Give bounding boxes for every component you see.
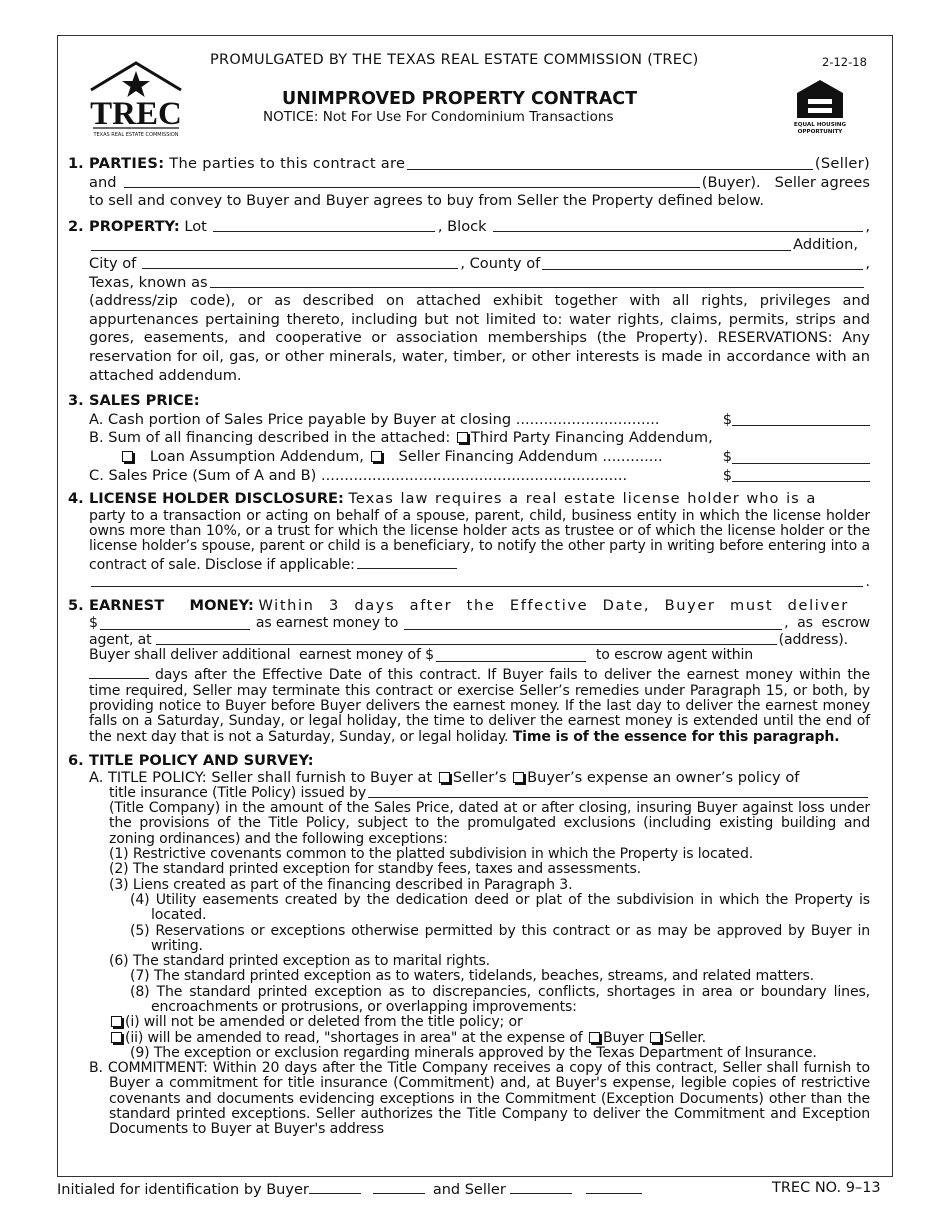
days-field[interactable] [89, 665, 149, 679]
section-property [68, 218, 870, 385]
city-field[interactable] [142, 255, 458, 269]
as-escrow: , as escrow [784, 615, 870, 632]
contract-body [68, 150, 870, 1138]
dollar: $ [722, 447, 732, 465]
promulgated-line: PROMULGATED BY THE TEXAS REAL ESTATE COMMISSION (TREC) [210, 52, 699, 68]
to-escrow-agent: to escrow agent within [595, 647, 754, 664]
tpfa-checkbox[interactable] [457, 432, 468, 443]
leader-dots: .................................................................. [316, 466, 628, 484]
comma: , [865, 254, 870, 272]
license-text: party to a transaction or acting on behalf of a spouse, parent, child, business entity in which the license holder owns more than 10%, or a trust for which the license holder acts as trustee or of which the license holder or the license holder’s spouse, parent or child is a beneficiary, to notify the other party in writing before entering into a contract of sale. Disclose if applicable: [89, 507, 870, 573]
section-heading: TITLE POLICY AND SURVEY: [89, 751, 314, 769]
additional-earnest-field[interactable] [436, 648, 586, 662]
addition-field[interactable] [91, 236, 791, 251]
exception-7: (7) The standard printed exception as to waters, tidelands, beaches, streams, and related matters. [130, 968, 814, 985]
sales-price-field[interactable] [732, 468, 870, 482]
section-heading: EARNEST MONEY: [89, 597, 254, 615]
exception-6: (6) The standard printed exception as to marital rights. [109, 953, 490, 970]
buyer-initial-2[interactable] [373, 1180, 425, 1194]
commitment-text: B. COMMITMENT: Within 20 days after the Title Company receives a copy of this contract, Seller shall furnish to Buyer a commitment for title insurance (Commitment) and, at Buyer's expense, legible copies of restrictive covenants and documents evidencing exceptions in the Commitment (Exception Documents) other than the standard printed exceptions. Seller authorizes the Title Company to deliver the Commitment and Exception Documents to Buyer at Buyer's address [89, 1060, 870, 1138]
block-label: , Block [437, 217, 487, 235]
section-title-policy [68, 752, 870, 1138]
exception-3: (3) Liens created as part of the financing described in Paragraph 3. [109, 876, 573, 893]
trec-logo [87, 60, 185, 140]
tpfa-label: Third Party Financing Addendum, [470, 429, 713, 447]
title-policy-text: A. TITLE POLICY: Seller shall furnish to Buyer at [89, 768, 433, 786]
and-label: and [89, 173, 117, 191]
buyers-expense-checkbox[interactable] [513, 772, 524, 783]
section-heading: PARTIES: [89, 155, 165, 172]
section-number: 3. [68, 392, 84, 410]
earnest-text: days after the Effective Date of this contract. If Buyer fails to deliver the earnest money within the time required, Seller may terminate this contract or exercise Seller’s remedies under Paragraph 15, or both, by providing notice to Buyer before Buyer delivers the earnest money. If the last day to deliver the earnest money falls on a Saturday, Sunday, or legal holiday, the time to deliver the earnest money is extended until the end of the next day that is not a Saturday, Sunday, or legal holiday. [89, 667, 870, 745]
seller-label: (Seller) [814, 155, 870, 172]
section-heading: PROPERTY: [89, 217, 180, 235]
section-number: 2. [68, 217, 84, 235]
section-heading: SALES PRICE: [89, 392, 200, 410]
and-seller-label: and Seller [432, 1182, 506, 1198]
exception-8-i: (i) will not be amended or deleted from the title policy; or [125, 1014, 523, 1031]
equal-housing-icon [789, 78, 851, 136]
financing-amount-field[interactable] [732, 450, 870, 464]
section-parties [68, 155, 870, 211]
svg-text:TEXAS REAL ESTATE COMMISSION: TEXAS REAL ESTATE COMMISSION [93, 132, 179, 138]
laa-label: Loan Assumption Addendum, [149, 447, 364, 465]
earnest-amount-field[interactable] [100, 616, 250, 630]
trec-number: TREC NO. 9–13 [772, 1180, 881, 1196]
svg-text:TREC: TREC [90, 96, 182, 132]
title-policy-text-2: (Title Company) in the amount of the Sales Price, dated at or after closing, insuring Buyer against loss under the provisions of the Title Policy, subject to the promulgated exclusions (including existing building and zoning ordinances) and the following exceptions: [109, 800, 870, 847]
exception-5: (5) Reservations or exceptions otherwise permitted by this contract or as may be approved by Buyer in writing. [130, 922, 870, 954]
exception-8: (8) The standard printed exception as to discrepancies, conflicts, shortages in area or boundary lines, encroachments or protrusions, or overlapping improvements: [130, 983, 870, 1015]
seller-initial-2[interactable] [586, 1180, 642, 1194]
block-field[interactable] [493, 218, 864, 233]
footer-initials [57, 1180, 642, 1198]
additional-earnest-label: Buyer shall deliver additional earnest money of $ [89, 647, 434, 664]
agent-at-label: agent, at [89, 632, 152, 649]
section-number: 4. [68, 490, 84, 508]
seller-label: Seller. [663, 1029, 707, 1046]
cash-amount-field[interactable] [732, 412, 870, 426]
earnest-to-label: as earnest money to [255, 615, 399, 632]
financing-label: B. Sum of all financing described in the attached: [89, 429, 451, 447]
lot-label: Lot [184, 217, 207, 235]
city-label: City of [89, 254, 137, 272]
dollar: $ [89, 615, 98, 632]
sellers-label: Seller’s [452, 768, 507, 786]
sales-price-label: C. Sales Price (Sum of A and B) [89, 466, 317, 484]
county-label: , County of [460, 254, 541, 272]
issued-by-label: title insurance (Title Policy) issued by [109, 784, 367, 801]
shortage-buyer-checkbox[interactable] [589, 1032, 600, 1043]
buyer-label: (Buyer). [701, 173, 761, 191]
parties-text-2: to sell and convey to Buyer and Buyer agrees to buy from Seller the Property defined below. [89, 192, 764, 210]
buyer-initial-1[interactable] [309, 1180, 361, 1194]
addition-label: Addition, [793, 236, 858, 254]
dollar: $ [722, 410, 732, 428]
county-field[interactable] [542, 255, 863, 270]
escrow-agent-field[interactable] [404, 616, 782, 630]
form-date: 2-12-18 [822, 55, 867, 69]
section-number: 5. [68, 597, 84, 615]
earnest-text-1: Within 3 days after the Effective Date, Buyer must deliver [258, 597, 849, 615]
amended-checkbox[interactable] [111, 1032, 122, 1043]
exception-9: (9) The exception or exclusion regarding minerals approved by the Texas Department of Insurance. [130, 1044, 817, 1061]
section-heading: LICENSE HOLDER DISCLOSURE: [89, 490, 344, 508]
disclosure-field[interactable] [357, 555, 457, 569]
section-earnest-money [68, 597, 870, 744]
laa-checkbox[interactable] [122, 451, 133, 462]
not-amended-checkbox[interactable] [111, 1016, 122, 1027]
title-company-field[interactable] [368, 786, 868, 798]
notice: NOTICE: Not For Use For Condominium Transactions [263, 109, 614, 125]
buyer-name-field[interactable] [124, 174, 699, 189]
svg-text:OPPORTUNITY: OPPORTUNITY [797, 129, 843, 135]
escrow-address-field[interactable] [156, 633, 777, 645]
shortage-seller-checkbox[interactable] [650, 1032, 661, 1043]
initialed-label: Initialed for identification by Buyer [57, 1182, 309, 1198]
sellers-expense-checkbox[interactable] [439, 772, 450, 783]
section-sales-price [68, 392, 870, 485]
exception-4: (4) Utility easements created by the dedication deed or plat of the subdivision in which the Property is located. [130, 891, 870, 924]
leader-dots: ............. [597, 447, 663, 465]
page-title: UNIMPROVED PROPERTY CONTRACT [282, 89, 638, 109]
period: . [865, 572, 870, 590]
exception-2: (2) The standard printed exception for standby fees, taxes and assessments. [109, 861, 641, 878]
seller-name-field[interactable] [407, 155, 813, 170]
comma: , [865, 217, 870, 235]
section-number: 1. [68, 155, 84, 172]
license-text-1: Texas law requires a real estate license holder who is a [348, 490, 817, 508]
sfa-checkbox[interactable] [371, 451, 382, 462]
svg-text:EQUAL HOUSING: EQUAL HOUSING [793, 122, 847, 128]
texas-known-as: Texas, known as [89, 273, 208, 291]
parties-text: The parties to this contract are [169, 155, 406, 172]
address-field[interactable] [210, 274, 864, 289]
exception-1: (1) Restrictive covenants common to the platted subdivision in which the Property is located. [109, 846, 754, 863]
buyer-label: Buyer [602, 1029, 644, 1046]
seller-initial-1[interactable] [510, 1180, 572, 1194]
address-label: (address). [778, 632, 848, 649]
dollar: $ [722, 466, 732, 484]
cash-portion-label: A. Cash portion of Sales Price payable by Buyer at closing [89, 410, 512, 428]
section-license-holder [68, 490, 870, 591]
disclosure-field-2[interactable] [91, 573, 863, 588]
leader-dots: ............................... [511, 410, 660, 428]
time-essence: Time is of the essence for this paragraph. [512, 728, 840, 745]
exception-8-ii: (ii) will be amended to read, "shortages in area" at the expense of [125, 1029, 583, 1046]
lot-field[interactable] [213, 218, 435, 232]
seller-agrees: Seller agrees [774, 173, 870, 191]
buyers-label: Buyer’s expense an owner’s policy of [527, 768, 800, 786]
section-number: 6. [68, 751, 84, 769]
property-text: (address/zip code), or as described on attached exhibit together with all rights, privileges and appurtenances pertaining thereto, including but not limited to: water rights, claims, permits, strips and gores, easements, and cooperative or association memberships (the Property). RESERVATIONS: Any reservation for oil, gas, or other minerals, water, timber, or other interests is made in accordance with an attached addendum. [89, 292, 870, 384]
sfa-label: Seller Financing Addendum [398, 447, 598, 465]
